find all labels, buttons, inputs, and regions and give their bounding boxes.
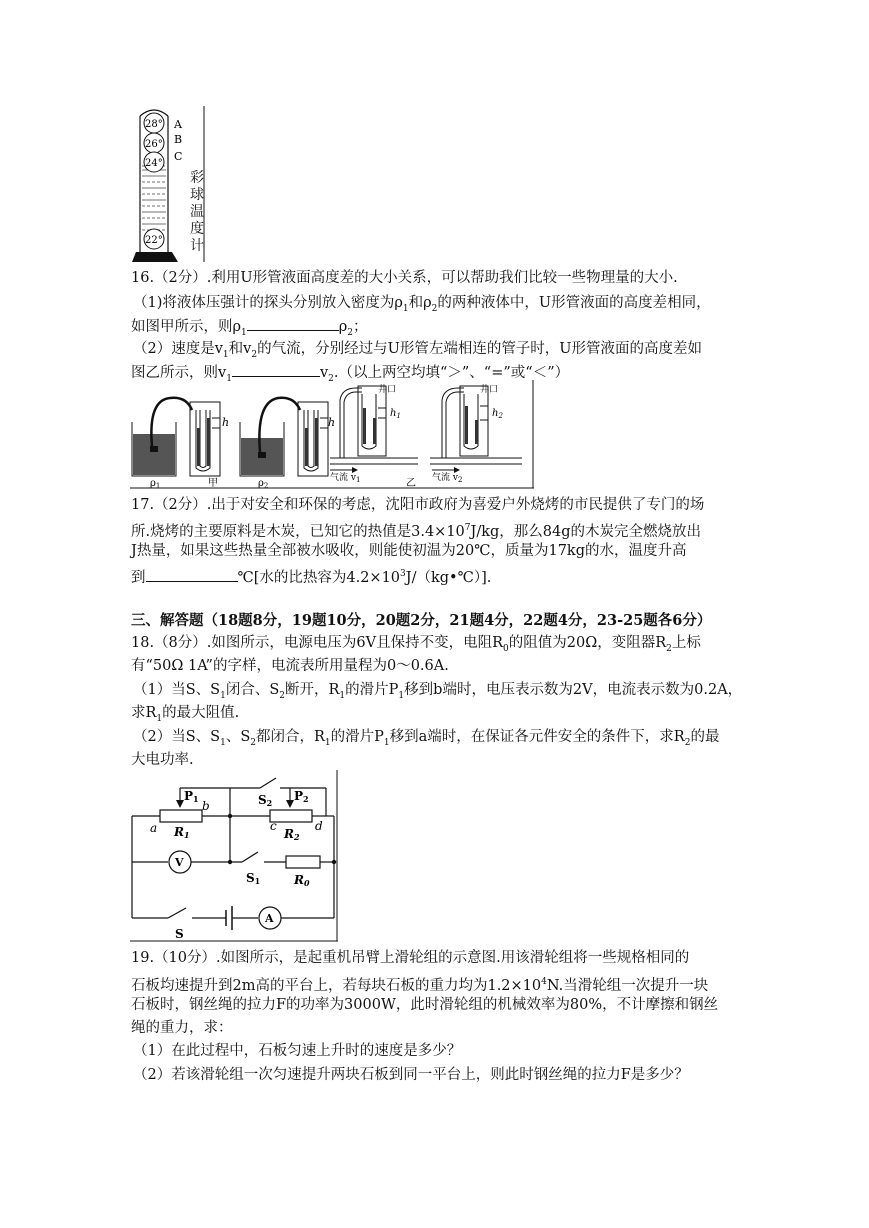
letter-label: C (174, 150, 183, 163)
jia-label: 甲 (208, 478, 218, 489)
s2-label: S2 (258, 793, 273, 808)
q19-line-1: 19.（10分）.如图所示，是起重机吊臂上滑轮组的示意图.用该滑轮组将一些规格相同的 (131, 950, 690, 966)
q17-line-3: J热量，如果这些热量全部被水吸收，则能使初温为20℃，质量为17kg的水，温度升高 (131, 543, 687, 559)
a-label: a (150, 821, 158, 835)
r0-label: R0 (294, 873, 310, 888)
thermometer-caption: 彩球温度计 (190, 170, 204, 254)
s-label: S (175, 927, 184, 941)
q19-line-6: （2）若该滑轮组一次匀速提升两块石板到同一平台上，则此时钢丝绳的拉力F是多少？ (133, 1067, 689, 1083)
r2-label: R2 (284, 827, 300, 842)
r1-label: R1 (174, 825, 190, 840)
u-tube-figure (130, 380, 534, 490)
c-label: c (270, 819, 277, 833)
answer-blank[interactable] (232, 362, 320, 377)
q18-line-5: （2）当S、$S_1$、$S_2$都闭合，$R_1$的滑片$P_1$移到a端时，在保证各元件安全的条件下，求$R_2$的最 (133, 729, 720, 748)
section-heading: 三、解答题（18题8分，19题10分，20题2分，21题4分，22题4分，23-25题各6分） (131, 612, 712, 629)
ammeter-icon: A (265, 912, 274, 925)
q17-line-4: 到 ℃[水的比热容为$4.2\times 10^3J/(kg•℃)$]. (131, 564, 491, 588)
well-label: 井口 (378, 385, 397, 395)
answer-blank[interactable] (146, 567, 238, 582)
q17-line-2: 所.烧烤的主要原料是木炭，已知它的热值是$3.4\times 10^7J/kg$，那么84g的木炭完全燃烧放出 (131, 523, 702, 540)
ball-label: 26° (145, 139, 163, 150)
q16-line-5: 图乙所示，则$v_1$ $v_2$.（以上两空均填“＞”、“=”或“＜”） (131, 362, 569, 389)
q17-line-1: 17.（2分）.出于对安全和环保的考虑，沈阳市政府为喜爱户外烧烤的市民提供了专门的场 (131, 497, 705, 513)
voltmeter-icon: V (175, 856, 184, 869)
q19-line-4: 绳的重力，求： (131, 1020, 233, 1036)
p1-label: P1 (184, 789, 199, 804)
h1-label: $h_1$ (390, 408, 401, 420)
q19-line-2: 石板均速提升到2m高的平台上，若每块石板的重力均为$1.2\times 10^4N$.当滑轮组一次提升一块 (131, 977, 709, 994)
ball-label: 28° (145, 119, 163, 130)
d-label: d (315, 819, 323, 833)
b-label: b (202, 799, 210, 813)
q16-line-2: （1)将液体压强计的探头分别放入密度为$\rho_1$和$\rho_2$的两种液体中，U形管液面的高度差相同， (133, 295, 711, 314)
rho1-label: $\rho_1$ (150, 478, 161, 490)
yi-label: 乙 (406, 478, 416, 489)
q18-line-3: （1）当S、$S_1$闭合、$S_2$断开，$R_1$的滑片$P_1$移到b端时，电压表示数为2V，电流表示数为0.2A， (133, 682, 743, 701)
ball-label: 24° (145, 158, 163, 169)
circuit-figure (130, 770, 338, 942)
s1-label: S1 (246, 871, 261, 886)
airflow2-label: 气流 $v_2$ (432, 473, 463, 484)
q16-line-1: 16.（2分）.利用U形管液面高度差的大小关系，可以帮助我们比较一些物理量的大小. (131, 270, 678, 286)
ball-label: 22° (145, 235, 163, 246)
p2-label: P2 (294, 789, 309, 804)
q18-line-4: 求$R_1$的最大阻值. (131, 705, 240, 724)
rho2-label: $\rho_2$ (258, 478, 269, 490)
letter-label: A (174, 118, 182, 131)
q18-line-6: 大电功率. (131, 752, 194, 768)
q19-line-5: （1）在此过程中，石板匀速上升时的速度是多少？ (133, 1043, 462, 1059)
q18-line-1: 18.（8分）.如图所示，电源电压为6V且保持不变，电阻$R_0$的阻值为20Ω，变阻器$R_2$上标 (131, 635, 701, 654)
h-label: h (222, 416, 230, 429)
h-label: h (328, 416, 336, 429)
q16-line-4: （2）速度是$v_1$和$v_2$的气流，分别经过与U形管左端相连的管子时，U形管液面的高度差如 (133, 341, 703, 360)
h2-label: $h_2$ (492, 408, 503, 420)
airflow1-label: 气流 $v_1$ (330, 473, 361, 484)
q19-line-3: 石板时，钢丝绳的拉力F的功率为3000W，此时滑轮组的机械效率为80%，不计摩擦和钢丝 (131, 997, 719, 1013)
q18-line-2: 有“50Ω 1A”的字样，电流表所用量程为0～0.6A. (131, 658, 449, 674)
q16-line-3: 如图甲所示，则$\rho_1$ $\rho_2$； (131, 316, 368, 343)
answer-blank[interactable] (247, 316, 339, 331)
well-label: 井口 (480, 385, 499, 395)
letter-label: B (174, 133, 183, 146)
